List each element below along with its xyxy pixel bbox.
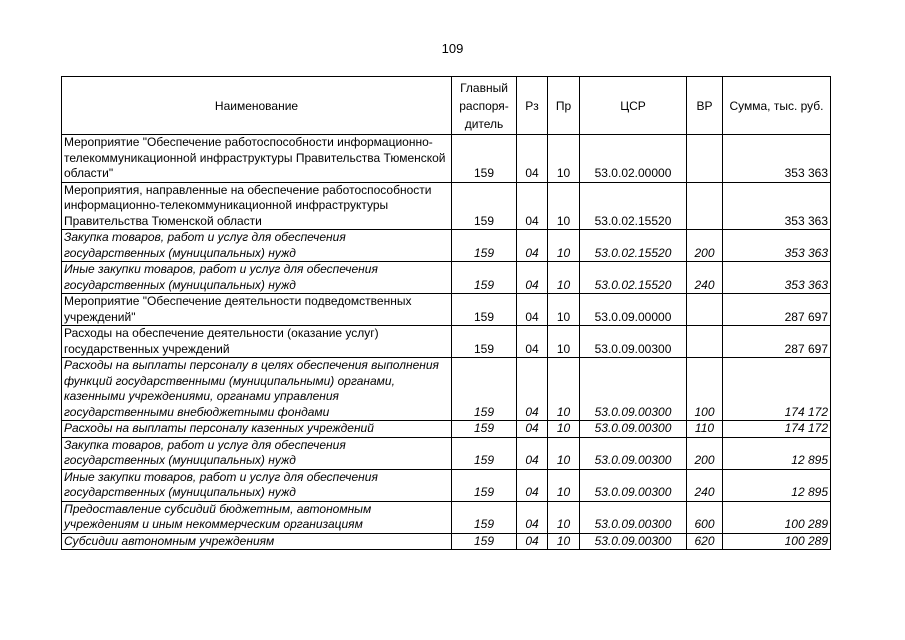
cell-name: Субсидии автономным учреждениям [62, 533, 452, 550]
cell-pr: 10 [548, 533, 580, 550]
cell-vr [687, 135, 723, 183]
cell-pr: 10 [548, 262, 580, 294]
cell-pr: 10 [548, 230, 580, 262]
cell-sum: 174 172 [723, 421, 831, 438]
page-number: 109 [441, 41, 464, 56]
cell-vr: 100 [687, 358, 723, 421]
header-row [62, 77, 831, 135]
cell-sum: 100 289 [723, 533, 831, 550]
cell-rz: 04 [517, 135, 548, 183]
table-row [62, 358, 831, 421]
table-row [62, 182, 831, 230]
cell-name: Иные закупки товаров, работ и услуг для обеспечения государственных (муниципальных) нужд [62, 262, 452, 294]
cell-vr: 600 [687, 501, 723, 533]
cell-pr: 10 [548, 501, 580, 533]
cell-csr: 53.0.02.00000 [580, 135, 687, 183]
cell-name: Мероприятие "Обеспечение работоспособности информационно-телекоммуникационной инфраструктуры Правительства Тюменской области" [62, 135, 452, 183]
cell-rz: 04 [517, 469, 548, 501]
header-rz: Рз [517, 77, 548, 135]
cell-sum: 353 363 [723, 230, 831, 262]
cell-rz: 04 [517, 182, 548, 230]
cell-csr: 53.0.09.00300 [580, 437, 687, 469]
cell-pr: 10 [548, 135, 580, 183]
header-pr: Пр [548, 77, 580, 135]
table-row [62, 469, 831, 501]
cell-csr: 53.0.02.15520 [580, 230, 687, 262]
table-row [62, 501, 831, 533]
cell-rz: 04 [517, 326, 548, 358]
cell-sum: 174 172 [723, 358, 831, 421]
cell-name: Иные закупки товаров, работ и услуг для обеспечения государственных (муниципальных) нужд [62, 469, 452, 501]
cell-manager: 159 [452, 182, 517, 230]
cell-csr: 53.0.09.00300 [580, 501, 687, 533]
cell-rz: 04 [517, 358, 548, 421]
cell-vr: 200 [687, 437, 723, 469]
cell-vr: 110 [687, 421, 723, 438]
cell-sum: 353 363 [723, 135, 831, 183]
cell-csr: 53.0.09.00300 [580, 326, 687, 358]
cell-vr [687, 326, 723, 358]
cell-sum: 353 363 [723, 262, 831, 294]
cell-manager: 159 [452, 262, 517, 294]
cell-pr: 10 [548, 437, 580, 469]
cell-sum: 353 363 [723, 182, 831, 230]
table-row [62, 135, 831, 183]
table-row [62, 262, 831, 294]
header-sum: Сумма, тыс. руб. [723, 77, 831, 135]
cell-pr: 10 [548, 182, 580, 230]
cell-csr: 53.0.09.00300 [580, 533, 687, 550]
cell-pr: 10 [548, 326, 580, 358]
cell-manager: 159 [452, 135, 517, 183]
cell-manager: 159 [452, 421, 517, 438]
cell-sum: 12 895 [723, 437, 831, 469]
cell-vr [687, 182, 723, 230]
table-row [62, 437, 831, 469]
cell-pr: 10 [548, 294, 580, 326]
cell-name: Расходы на обеспечение деятельности (оказание услуг) государственных учреждений [62, 326, 452, 358]
cell-name: Мероприятия, направленные на обеспечение работоспособности информационно-телекоммуникационной инфраструктуры Правительства Тюменской области [62, 182, 452, 230]
cell-sum: 287 697 [723, 326, 831, 358]
cell-name: Расходы на выплаты персоналу в целях обеспечения выполнения функций государственными (муниципальными) органами, казенными учреждениями, органами управления государственными внебюджетными фондами [62, 358, 452, 421]
cell-vr: 620 [687, 533, 723, 550]
header-vr: ВР [687, 77, 723, 135]
header-csr: ЦСР [580, 77, 687, 135]
cell-rz: 04 [517, 230, 548, 262]
cell-manager: 159 [452, 230, 517, 262]
cell-vr: 200 [687, 230, 723, 262]
cell-pr: 10 [548, 358, 580, 421]
budget-table [61, 76, 831, 550]
cell-pr: 10 [548, 469, 580, 501]
cell-name: Предоставление субсидий бюджетным, автономным учреждениям и иным некоммерческим организациям [62, 501, 452, 533]
table-row [62, 533, 831, 550]
cell-csr: 53.0.09.00300 [580, 469, 687, 501]
cell-csr: 53.0.02.15520 [580, 262, 687, 294]
cell-vr: 240 [687, 262, 723, 294]
cell-name: Закупка товаров, работ и услуг для обеспечения государственных (муниципальных) нужд [62, 437, 452, 469]
cell-rz: 04 [517, 262, 548, 294]
cell-manager: 159 [452, 533, 517, 550]
cell-rz: 04 [517, 294, 548, 326]
cell-sum: 100 289 [723, 501, 831, 533]
table-row [62, 421, 831, 438]
cell-manager: 159 [452, 501, 517, 533]
cell-rz: 04 [517, 533, 548, 550]
cell-rz: 04 [517, 501, 548, 533]
cell-csr: 53.0.09.00300 [580, 358, 687, 421]
header-name: Наименование [62, 77, 452, 135]
cell-name: Закупка товаров, работ и услуг для обеспечения государственных (муниципальных) нужд [62, 230, 452, 262]
cell-csr: 53.0.09.00000 [580, 294, 687, 326]
cell-csr: 53.0.02.15520 [580, 182, 687, 230]
cell-csr: 53.0.09.00300 [580, 421, 687, 438]
cell-name: Мероприятие "Обеспечение деятельности подведомственных учреждений" [62, 294, 452, 326]
table-row [62, 326, 831, 358]
cell-pr: 10 [548, 421, 580, 438]
cell-vr [687, 294, 723, 326]
cell-rz: 04 [517, 437, 548, 469]
cell-manager: 159 [452, 437, 517, 469]
cell-sum: 287 697 [723, 294, 831, 326]
cell-sum: 12 895 [723, 469, 831, 501]
cell-name: Расходы на выплаты персоналу казенных учреждений [62, 421, 452, 438]
cell-rz: 04 [517, 421, 548, 438]
cell-manager: 159 [452, 469, 517, 501]
cell-manager: 159 [452, 358, 517, 421]
cell-vr: 240 [687, 469, 723, 501]
cell-manager: 159 [452, 294, 517, 326]
cell-manager: 159 [452, 326, 517, 358]
header-manager: Главный распоря-дитель [452, 77, 517, 135]
table-row [62, 230, 831, 262]
table-row [62, 294, 831, 326]
